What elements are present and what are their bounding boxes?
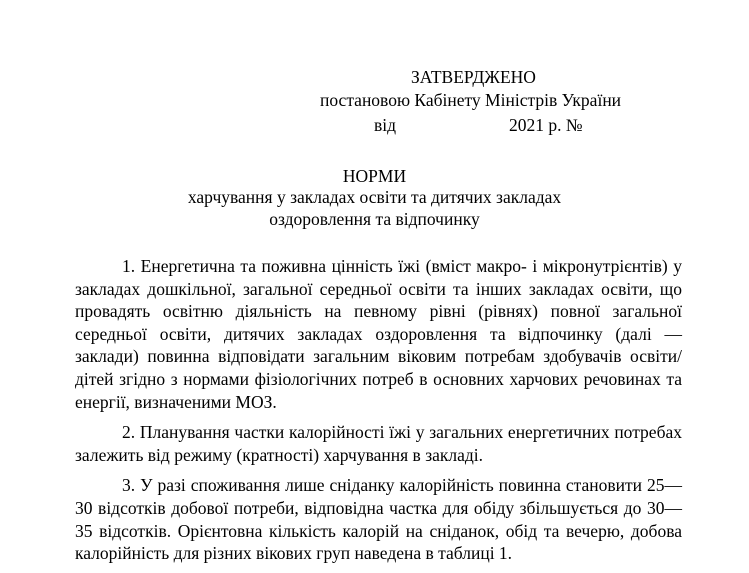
approval-year-number: 2021 р. № bbox=[509, 115, 583, 135]
approval-resolution: постановою Кабінету Міністрів України bbox=[320, 90, 622, 110]
paragraph-3: 3. У разі споживання лише сніданку калорійність повинна становити 25—30 відсотків добової потреби, відповідна частка для обіду збільшується до 30—35 відсотків. Орієнтовна кількість калорій на сніданок, обід та вечерю, добова калорійність для різних вікових груп наведена в таблиці 1. bbox=[75, 475, 682, 564]
paragraph-1: 1. Енергетична та поживна цінність їжі (вміст макро- і мікронутрієнтів) у закладах дошкільної, загальної середньої освіти та інших закладах освіти, що провадять освітню діяльність на певному рівні (рівнях) повної загальної середньої освіти, дитячих закладах оздоровлення та відпочинку (далі — заклади) повинна відповідати загальним віковим потребам здобувачів освіти/дітей згідно з нормами фізіологічних потреб в основних харчових речовинах та енергії, визначеними МОЗ. bbox=[75, 256, 682, 412]
document-subtitle-line1: харчування у закладах освіти та дитячих закладах bbox=[187, 187, 562, 207]
document-heading: НОРМИ bbox=[342, 166, 407, 186]
document-body bbox=[75, 255, 682, 573]
document-subtitle-line2: оздоровлення та відпочинку bbox=[269, 209, 480, 229]
approval-title: ЗАТВЕРДЖЕНО bbox=[411, 67, 536, 87]
approval-date-label: від bbox=[374, 115, 397, 135]
paragraph-2: 2. Планування частки калорійності їжі у загальних енергетичних потребах залежить від режиму (кратності) харчування в закладі. bbox=[75, 422, 682, 465]
